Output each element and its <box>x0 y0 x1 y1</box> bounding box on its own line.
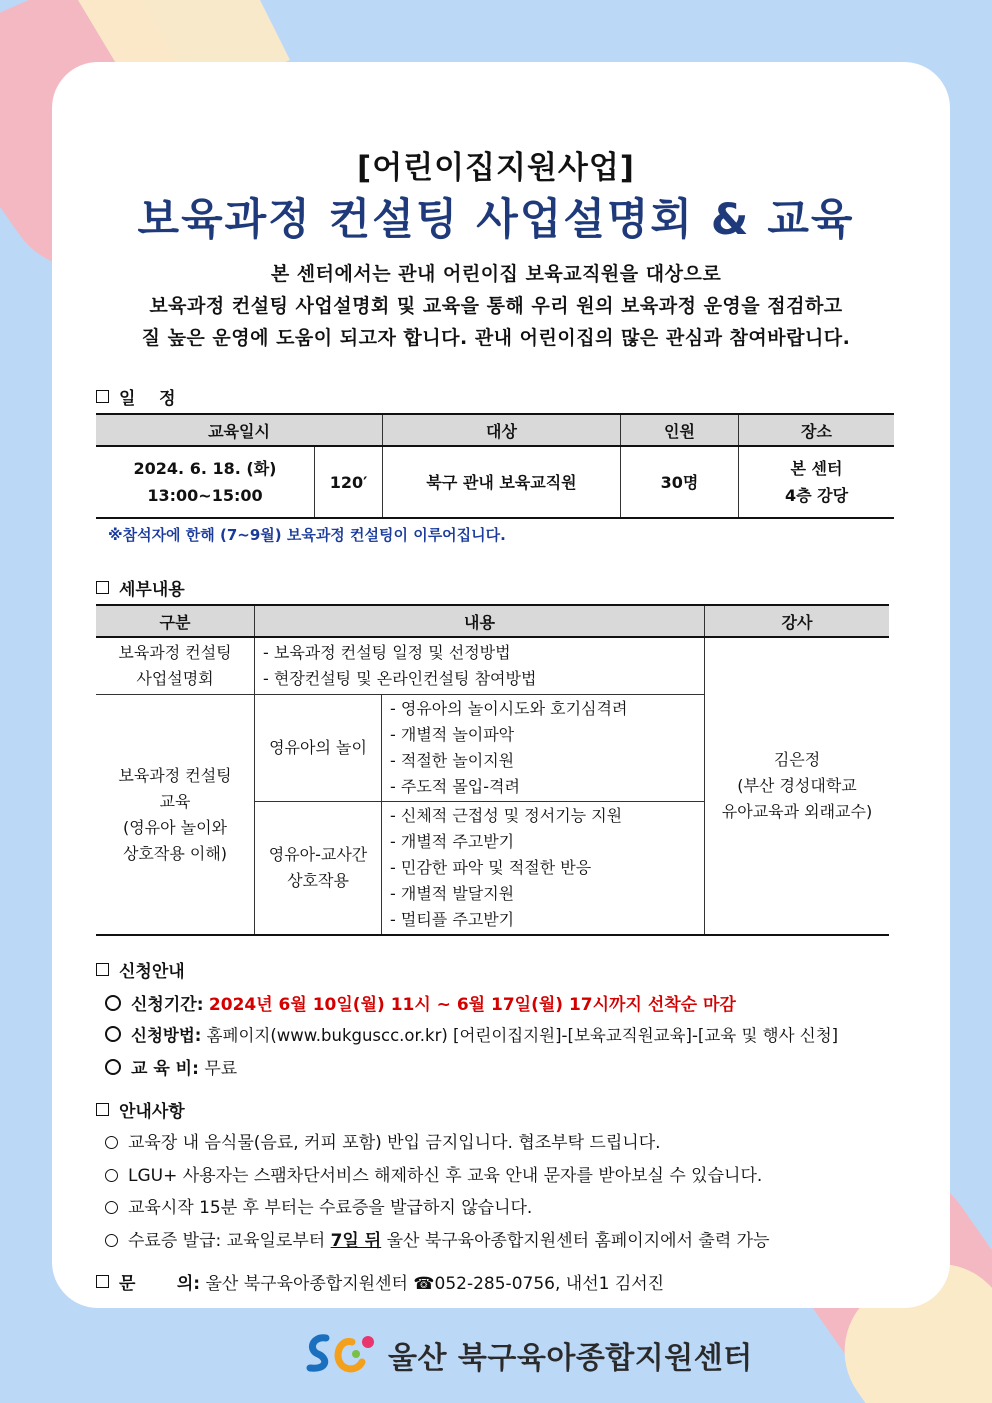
list-item: - 개별적 주고받기 <box>390 832 515 851</box>
list-item: - 영유아의 놀이시도와 호기심격려 <box>390 699 628 718</box>
instructor-cell: 김은정 (부산 경성대학교 유아교육과 외래교수) <box>705 637 890 935</box>
schedule-count: 30명 <box>621 446 739 518</box>
header-target: 대상 <box>383 414 621 446</box>
header-datetime: 교육일시 <box>96 414 383 446</box>
subcategory-play: 영유아의 놀이 <box>255 695 382 802</box>
circle-bullet-icon <box>105 1201 118 1214</box>
list-item: - 적절한 놀이지원 <box>390 751 515 770</box>
details-heading: 세부내용 <box>96 575 185 600</box>
intro-line: 본 센터에서는 관내 어린이집 보육교직원을 대상으로 <box>270 263 722 285</box>
category-briefing: 보육과정 컨설팅 사업설명회 <box>96 637 255 695</box>
center-logo-text: 울산 북구육아종합지원센터 <box>388 1341 753 1376</box>
apply-fee: 교 육 비: 무료 <box>105 1054 237 1079</box>
play-content <box>382 695 705 802</box>
circle-bullet-icon <box>105 1234 118 1247</box>
list-item: - 현장컨설팅 및 온라인컨설팅 참여방법 <box>263 669 537 688</box>
page-subtitle: [어린이집지원사업] <box>357 150 635 186</box>
apply-period: 신청기간: 2024년 6월 10일(월) 11시 ~ 6월 17일(월) 17시까지 선착순 마감 <box>105 990 736 1015</box>
schedule-time: 13:00~15:00 <box>147 486 263 505</box>
center-logo-icon <box>304 1328 382 1378</box>
circle-bullet-icon <box>105 995 121 1011</box>
notice-item: 수료증 발급: 교육일로부터 7일 뒤 울산 북구육아종합지원센터 홈페이지에서 출력 가능 <box>105 1226 770 1251</box>
schedule-target: 북구 관내 보육교직원 <box>383 446 621 518</box>
schedule-table <box>96 413 894 519</box>
circle-bullet-icon <box>105 1059 121 1075</box>
list-item: - 민감한 파악 및 적절한 반응 <box>390 858 592 877</box>
notice-item: 교육시작 15분 후 부터는 수료증을 발급하지 않습니다. <box>105 1193 532 1218</box>
schedule-heading: 일 정 <box>96 384 176 409</box>
checkbox-icon <box>96 963 109 976</box>
circle-bullet-icon <box>105 1169 118 1182</box>
page-title: 보육과정 컨설팅 사업설명회 & 교육 <box>137 195 855 245</box>
interaction-content <box>382 802 705 936</box>
contact-line: 문 의: 울산 북구육아종합지원센터 ☎052-285-0756, 내선1 김서진 <box>96 1269 664 1294</box>
schedule-datetime <box>96 446 315 518</box>
notice-heading: 안내사항 <box>96 1097 185 1122</box>
intro-paragraph <box>0 258 992 354</box>
subcategory-interaction: 영유아-교사간 상호작용 <box>255 802 382 936</box>
notice-item: 교육장 내 음식물(음료, 커피 포함) 반입 금지입니다. 협조부탁 드립니다. <box>105 1128 661 1153</box>
apply-heading: 신청안내 <box>96 957 185 982</box>
schedule-place: 본 센터 4층 강당 <box>739 446 895 518</box>
list-item: - 보육과정 컨설팅 일정 및 선정방법 <box>263 643 511 662</box>
list-item: - 개별적 발달지원 <box>390 884 515 903</box>
intro-line: 보육과정 컨설팅 사업설명회 및 교육을 통해 우리 원의 보육과정 운영을 점검하고 <box>149 295 843 317</box>
instructor-name: 김은정 <box>773 750 821 769</box>
apply-method: 신청방법: 홈페이지(www.bukguscc.or.kr) [어린이집지원]-[보육교직원교육]-[교육 및 행사 신청] <box>105 1022 838 1046</box>
schedule-note: ※참석자에 한해 (7~9월) 보육과정 컨설팅이 이루어집니다. <box>108 526 506 544</box>
checkbox-icon <box>96 1275 109 1288</box>
checkbox-icon <box>96 581 109 594</box>
checkbox-icon <box>96 390 109 403</box>
briefing-content <box>255 637 705 695</box>
schedule-date: 2024. 6. 18. (화) <box>133 459 277 478</box>
list-item: - 개별적 놀이파악 <box>390 725 515 744</box>
circle-bullet-icon <box>105 1136 118 1149</box>
category-education: 보육과정 컨설팅 교육 (영유아 놀이와 상호작용 이해) <box>96 695 255 936</box>
header-count: 인원 <box>621 414 739 446</box>
notice-item: LGU+ 사용자는 스팸차단서비스 해제하신 후 교육 안내 문자를 받아보실 수 있습니다. <box>105 1161 762 1186</box>
list-item: - 멀티플 주고받기 <box>390 910 515 929</box>
list-item: - 주도적 몰입-격려 <box>390 777 520 796</box>
circle-bullet-icon <box>105 1026 121 1042</box>
header-content: 내용 <box>255 605 705 637</box>
details-table <box>96 604 889 936</box>
schedule-duration: 120′ <box>315 446 383 518</box>
header-place: 장소 <box>739 414 895 446</box>
intro-line: 질 높은 운영에 도움이 되고자 합니다. 관내 어린이집의 많은 관심과 참여바랍니다. <box>141 327 851 349</box>
header-instructor: 강사 <box>705 605 890 637</box>
list-item: - 신체적 근접성 및 정서기능 지원 <box>390 806 623 825</box>
header-category: 구분 <box>96 605 255 637</box>
checkbox-icon <box>96 1103 109 1116</box>
